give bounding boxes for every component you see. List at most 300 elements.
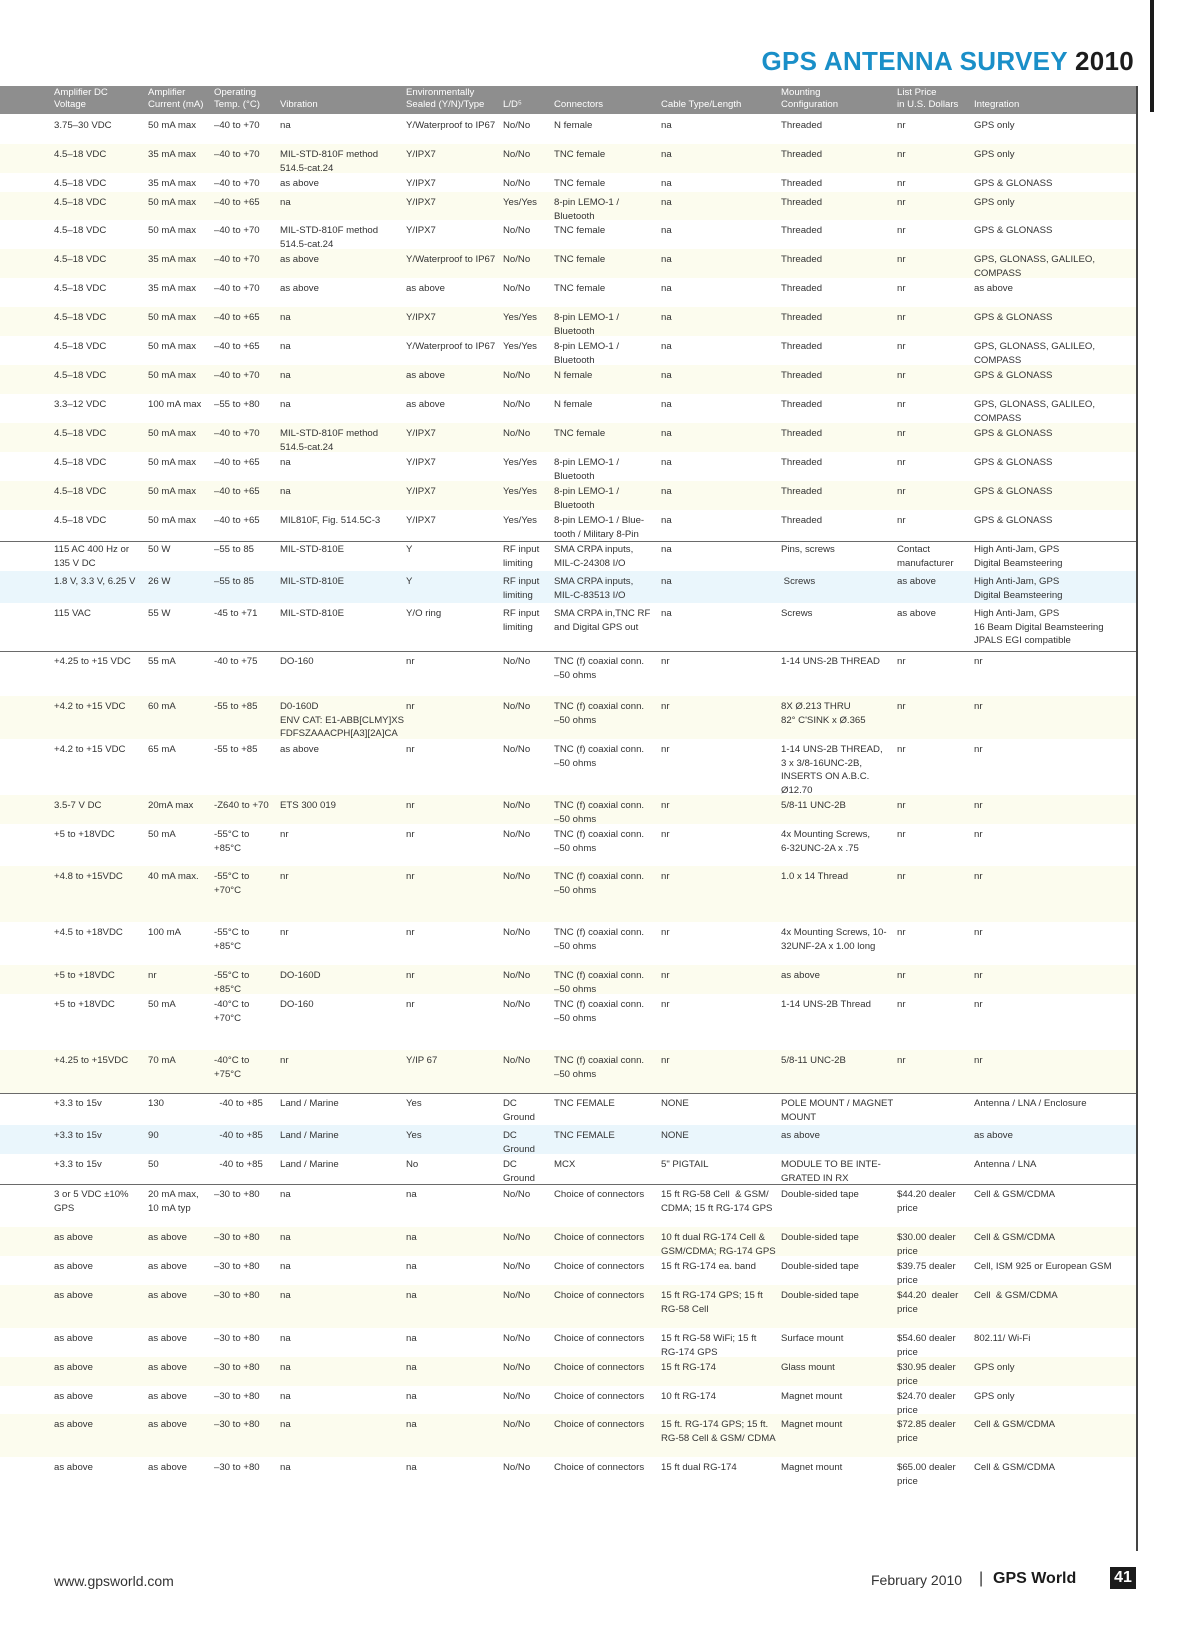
page-number: 41 <box>1110 1567 1136 1589</box>
table-cell: nr <box>897 197 906 208</box>
footer-url: www.gpsworld.com <box>54 1573 174 1589</box>
table-cell: as above <box>54 1362 93 1373</box>
table-cell: nr <box>897 656 906 667</box>
table-cell: na <box>280 1419 291 1430</box>
table-cell: Antenna / LNA <box>974 1159 1037 1170</box>
table-cell: na <box>406 1419 417 1430</box>
table-cell: RF input limiting <box>503 576 540 601</box>
table-cell: 50 mA max <box>148 370 196 381</box>
table-cell: 15 ft RG-174 GPS; 15 ft RG-58 Cell <box>661 1290 763 1315</box>
table-cell: N female <box>554 399 593 410</box>
table-cell: 4x Mounting Screws, 6-32UNC-2A x .75 <box>781 829 871 854</box>
table-cell: –30 to +80 <box>214 1419 260 1430</box>
table-cell: Yes <box>406 1098 422 1109</box>
table-cell: –40 to +70 <box>214 254 260 265</box>
table-cell: MIL-STD-810E <box>280 544 344 555</box>
table-cell: 4.5–18 VDC <box>54 370 107 381</box>
table-cell: nr <box>406 656 415 667</box>
table-cell: as above <box>148 1391 187 1402</box>
table-cell: High Anti-Jam, GPS Digital Beamsteering <box>974 544 1063 569</box>
table-cell: nr <box>974 744 983 755</box>
table-cell: No/No <box>503 1290 531 1301</box>
table-cell: nr <box>280 829 289 840</box>
table-cell: Threaded <box>781 399 823 410</box>
table-cell: Cell & GSM/CDMA <box>974 1232 1056 1243</box>
table-cell: 20mA max <box>148 800 194 811</box>
table-cell: $39.75 dealer price <box>897 1261 956 1286</box>
table-cell: +4.2 to +15 VDC <box>54 744 126 755</box>
table-cell: as above <box>54 1261 93 1272</box>
table-cell: -Z640 to +70 <box>214 800 269 811</box>
table-cell: nr <box>661 1055 670 1066</box>
column-header: Mounting Configuration <box>781 87 839 110</box>
table-cell: na <box>661 370 672 381</box>
table-cell: Threaded <box>781 312 823 323</box>
table-cell: 40 mA max. <box>148 871 199 882</box>
table-cell: na <box>661 120 672 131</box>
table-cell: TNC female <box>554 178 606 189</box>
table-cell: na <box>406 1362 417 1373</box>
table-cell: 65 mA <box>148 744 176 755</box>
table-cell: Y/IPX7 <box>406 225 436 236</box>
table-cell: No/No <box>503 428 531 439</box>
table-cell: 3 or 5 VDC ±10% GPS <box>54 1189 129 1214</box>
table-cell: nr <box>661 744 670 755</box>
table-cell: No/No <box>503 1261 531 1272</box>
table-cell: 5/8-11 UNC-2B <box>781 1055 846 1066</box>
right-column-rule <box>1136 86 1138 1551</box>
table-cell: na <box>406 1333 417 1344</box>
table-cell: No/No <box>503 1189 531 1200</box>
table-cell: –30 to +80 <box>214 1189 260 1200</box>
table-cell: N female <box>554 120 593 131</box>
table-cell: Choice of connectors <box>554 1232 645 1243</box>
table-cell: TNC female <box>554 428 606 439</box>
table-cell: DC Ground <box>503 1130 535 1155</box>
table-cell: 26 W <box>148 576 171 587</box>
table-cell: GPS & GLONASS <box>974 178 1053 189</box>
table-cell: +3.3 to 15v <box>54 1159 102 1170</box>
table-cell: 60 mA <box>148 701 176 712</box>
table-cell: +5 to +18VDC <box>54 829 115 840</box>
table-cell: Magnet mount <box>781 1419 843 1430</box>
table-cell: No/No <box>503 871 531 882</box>
table-cell: as above <box>280 283 319 294</box>
table-cell: –40 to +65 <box>214 197 260 208</box>
table-cell: Y/IPX7 <box>406 428 436 439</box>
table-cell: Cell & GSM/CDMA <box>974 1462 1056 1473</box>
table-cell: GPS & GLONASS <box>974 486 1053 497</box>
table-cell: 15 ft RG-174 <box>661 1362 716 1373</box>
table-cell: POLE MOUNT / MAGNET MOUNT <box>781 1098 894 1123</box>
table-cell: -55°C to +85°C <box>214 927 250 952</box>
table-cell: Y/IPX7 <box>406 178 436 189</box>
table-cell: 35 mA max <box>148 254 196 265</box>
table-cell: na <box>661 178 672 189</box>
table-cell: nr <box>974 1055 983 1066</box>
table-cell: 802.11/ Wi-Fi <box>974 1333 1031 1344</box>
table-cell: Double-sided tape <box>781 1290 859 1301</box>
table-cell: TNC FEMALE <box>554 1130 615 1141</box>
footer-magazine: GPS World <box>993 1570 1077 1587</box>
table-cell: TNC (f) coaxial conn. –50 ohms <box>554 871 645 896</box>
table-cell: MIL-STD-810F method 514.5-cat.24 <box>280 225 379 250</box>
table-cell: nr <box>897 701 906 712</box>
table-cell: Choice of connectors <box>554 1419 645 1430</box>
table-cell: –30 to +80 <box>214 1362 260 1373</box>
table-cell: nr <box>897 370 906 381</box>
table-cell: No/No <box>503 1362 531 1373</box>
table-cell: –40 to +70 <box>214 120 260 131</box>
table-cell: TNC (f) coaxial conn. –50 ohms <box>554 829 645 854</box>
table-cell: DC Ground <box>503 1159 535 1184</box>
table-cell: No <box>406 1159 419 1170</box>
table-cell: nr <box>661 927 670 938</box>
table-cell: RF input limiting <box>503 544 540 569</box>
table-cell: na <box>280 1261 291 1272</box>
table-cell: na <box>661 457 672 468</box>
table-cell: Yes/Yes <box>503 197 537 208</box>
table-cell: nr <box>897 283 906 294</box>
table-cell: nr <box>661 656 670 667</box>
table-cell: nr <box>406 701 415 712</box>
table-cell: na <box>280 341 291 352</box>
table-cell: TNC (f) coaxial conn. –50 ohms <box>554 800 645 825</box>
table-cell: –40 to +70 <box>214 178 260 189</box>
table-cell: No/No <box>503 149 531 160</box>
table-cell: $54.60 dealer price <box>897 1333 956 1358</box>
table-cell: nr <box>897 871 906 882</box>
table-cell: +3.3 to 15v <box>54 1098 102 1109</box>
table-cell: DC Ground <box>503 1098 535 1123</box>
table-cell: Choice of connectors <box>554 1462 645 1473</box>
table-cell: na <box>661 515 672 526</box>
table-cell: 3.5-7 V DC <box>54 800 102 811</box>
table-cell: -40°C to +75°C <box>214 1055 250 1080</box>
table-cell: as above <box>406 399 445 410</box>
table-cell: +5 to +18VDC <box>54 970 115 981</box>
table-cell: Threaded <box>781 254 823 265</box>
section-separator <box>0 1093 1136 1094</box>
table-cell: as above <box>54 1232 93 1243</box>
table-cell: na <box>661 608 672 619</box>
table-cell: DO-160D <box>280 970 321 981</box>
table-cell: as above <box>54 1419 93 1430</box>
table-cell: No/No <box>503 970 531 981</box>
table-cell: na <box>661 283 672 294</box>
table-cell: nr <box>661 800 670 811</box>
table-cell: 50 mA <box>148 999 176 1010</box>
table-cell: nr <box>897 486 906 497</box>
table-cell: No/No <box>503 1419 531 1430</box>
table-cell: Land / Marine <box>280 1130 339 1141</box>
table-cell: TNC (f) coaxial conn. –50 ohms <box>554 927 645 952</box>
table-cell: nr <box>148 970 157 981</box>
table-cell: –40 to +70 <box>214 283 260 294</box>
table-cell: GPS, GLONASS, GALILEO, COMPASS <box>974 254 1096 279</box>
table-cell: 115 AC 400 Hz or 135 V DC <box>54 544 130 569</box>
table-cell: Cell & GSM/CDMA <box>974 1419 1056 1430</box>
table-cell: Y/IPX7 <box>406 197 436 208</box>
table-cell: 115 VAC <box>54 608 91 619</box>
table-cell: na <box>280 197 291 208</box>
table-cell: +5 to +18VDC <box>54 999 115 1010</box>
table-cell: na <box>280 370 291 381</box>
table-cell: TNC FEMALE <box>554 1098 615 1109</box>
table-cell: Y/Waterproof to IP67 <box>406 254 496 265</box>
table-cell: na <box>661 544 672 555</box>
table-cell: as above <box>54 1462 93 1473</box>
table-cell: as above <box>406 370 445 381</box>
table-cell: Threaded <box>781 283 823 294</box>
table-cell: GPS & GLONASS <box>974 428 1053 439</box>
table-cell: Cell & GSM/CDMA <box>974 1189 1056 1200</box>
table-cell: N female <box>554 370 593 381</box>
table-cell: Y <box>406 576 413 587</box>
footer-divider: | <box>979 1570 984 1587</box>
table-cell: 1.0 x 14 Thread <box>781 871 849 882</box>
table-cell: -55 to +85 <box>214 744 258 755</box>
table-cell: na <box>406 1462 417 1473</box>
table-cell: as above <box>54 1333 93 1344</box>
table-cell: Threaded <box>781 149 823 160</box>
table-cell: SMA CRPA inputs, MIL-C-83513 I/O <box>554 576 634 601</box>
table-cell: No/No <box>503 225 531 236</box>
table-cell: 1-14 UNS-2B THREAD <box>781 656 880 667</box>
table-cell: nr <box>661 829 670 840</box>
table-cell: -45 to +71 <box>214 608 258 619</box>
table-cell: –30 to +80 <box>214 1391 260 1402</box>
footer-date: February 2010 <box>871 1572 963 1588</box>
table-cell: as above <box>974 283 1013 294</box>
table-cell: D0-160D ENV CAT: E1-ABB[CLMY]XS FDFSZAAACPH[A3][2A]CA <box>280 701 405 740</box>
section-separator <box>0 1184 1136 1185</box>
table-cell: 55 W <box>148 608 171 619</box>
table-cell: No/No <box>503 178 531 189</box>
table-cell: as above <box>148 1261 187 1272</box>
title-year: 2010 <box>1074 46 1134 76</box>
table-cell: +4.8 to +15VDC <box>54 871 123 882</box>
table-cell: NONE <box>661 1098 689 1109</box>
table-cell: na <box>280 1232 291 1243</box>
table-cell: nr <box>974 829 983 840</box>
table-cell: MIL-STD-810F method 514.5-cat.24 <box>280 428 379 453</box>
table-cell: –40 to +65 <box>214 457 260 468</box>
table-cell: nr <box>897 1055 906 1066</box>
table-cell: 35 mA max <box>148 283 196 294</box>
table-cell: MIL-STD-810E <box>280 576 344 587</box>
table-cell: -55°C to +70°C <box>214 871 250 896</box>
table-cell: –40 to +65 <box>214 515 260 526</box>
table-cell: as above <box>280 254 319 265</box>
table-cell: Threaded <box>781 515 823 526</box>
table-cell: –55 to 85 <box>214 544 255 555</box>
table-cell: 50 mA max <box>148 486 196 497</box>
table-cell: nr <box>661 970 670 981</box>
table-cell: nr <box>406 970 415 981</box>
table-cell: nr <box>974 800 983 811</box>
table-cell: No/No <box>503 370 531 381</box>
table-cell: +4.25 to +15VDC <box>54 1055 129 1066</box>
table-cell: GPS only <box>974 1362 1015 1373</box>
table-cell: Threaded <box>781 197 823 208</box>
table-cell: na <box>406 1232 417 1243</box>
table-cell: TNC (f) coaxial conn. –50 ohms <box>554 656 645 681</box>
table-cell: 100 mA max <box>148 399 202 410</box>
table-cell: na <box>661 225 672 236</box>
column-header: L/D⁵ <box>503 99 522 110</box>
table-cell: Land / Marine <box>280 1159 339 1170</box>
table-cell: TNC (f) coaxial conn. –50 ohms <box>554 1055 645 1080</box>
table-cell: nr <box>661 871 670 882</box>
table-cell: 3.3–12 VDC <box>54 399 107 410</box>
table-cell: na <box>280 1391 291 1402</box>
table-cell: Choice of connectors <box>554 1333 645 1344</box>
table-cell: nr <box>661 701 670 712</box>
table-cell: Choice of connectors <box>554 1290 645 1301</box>
table-cell: Glass mount <box>781 1362 835 1373</box>
table-cell: 15 ft. RG-174 GPS; 15 ft. RG-58 Cell & GSM/ CDMA <box>661 1419 776 1444</box>
table-cell: Threaded <box>781 178 823 189</box>
table-cell: No/No <box>503 999 531 1010</box>
table-cell: 50 mA max <box>148 515 196 526</box>
table-cell: na <box>661 149 672 160</box>
table-cell: Double-sided tape <box>781 1232 859 1243</box>
table-cell: nr <box>897 254 906 265</box>
table-cell: No/No <box>503 927 531 938</box>
table-cell: Double-sided tape <box>781 1261 859 1272</box>
table-cell: DO-160 <box>280 656 314 667</box>
table-cell: +4.5 to +18VDC <box>54 927 123 938</box>
column-header: Environmentally Sealed (Y/N)/Type <box>406 87 485 110</box>
table-cell: Y/IPX7 <box>406 486 436 497</box>
table-cell: 15 ft RG-58 Cell & GSM/ CDMA; 15 ft RG-174 GPS <box>661 1189 773 1214</box>
table-cell: as above <box>148 1462 187 1473</box>
table-cell: as above <box>406 283 445 294</box>
table-cell: TNC (f) coaxial conn. –50 ohms <box>554 970 645 995</box>
table-cell: No/No <box>503 1462 531 1473</box>
table-cell: GPS, GLONASS, GALILEO, COMPASS <box>974 341 1096 366</box>
table-cell: SMA CRPA inputs, MIL-C-24308 I/O <box>554 544 634 569</box>
table-cell: na <box>661 341 672 352</box>
table-cell: Y/IPX7 <box>406 457 436 468</box>
table-cell: Yes/Yes <box>503 515 537 526</box>
table-cell: nr <box>974 656 983 667</box>
table-cell: –55 to +80 <box>214 399 260 410</box>
table-cell: 8-pin LEMO-1 / Bluetooth <box>554 486 620 511</box>
table-cell: Yes <box>406 1130 422 1141</box>
table-cell: nr <box>974 970 983 981</box>
table-cell: nr <box>406 927 415 938</box>
table-cell: -55 to +85 <box>214 701 258 712</box>
table-cell: No/No <box>503 120 531 131</box>
column-header: Integration <box>974 99 1020 110</box>
table-cell: 50 <box>148 1159 159 1170</box>
table-cell: nr <box>897 341 906 352</box>
table-cell: No/No <box>503 1232 531 1243</box>
table-cell: Magnet mount <box>781 1391 843 1402</box>
table-cell: No/No <box>503 829 531 840</box>
table-cell: 8-pin LEMO-1 / Bluetooth <box>554 341 620 366</box>
table-cell: GPS only <box>974 1391 1015 1402</box>
table-cell: No/No <box>503 800 531 811</box>
table-cell: 50 W <box>148 544 171 555</box>
table-cell: as above <box>148 1419 187 1430</box>
table-cell: as above <box>280 744 319 755</box>
table-cell: Yes/Yes <box>503 312 537 323</box>
table-cell: 8-pin LEMO-1 / Bluetooth <box>554 312 620 337</box>
table-cell: nr <box>897 457 906 468</box>
table-cell: Y/IPX7 <box>406 149 436 160</box>
table-cell: NONE <box>661 1130 689 1141</box>
table-cell: 4.5–18 VDC <box>54 254 107 265</box>
table-cell: +4.2 to +15 VDC <box>54 701 126 712</box>
table-cell: 8X Ø.213 THRU 82° C'SINK x Ø.365 <box>781 701 866 726</box>
table-header <box>0 86 1136 115</box>
table-cell: TNC (f) coaxial conn. –50 ohms <box>554 999 645 1024</box>
table-cell: 90 <box>148 1130 159 1141</box>
table-cell: No/No <box>503 254 531 265</box>
table-cell: 35 mA max <box>148 149 196 160</box>
table-cell: $30.00 dealer price <box>897 1232 956 1257</box>
table-cell: 35 mA max <box>148 178 196 189</box>
table-cell: 1-14 UNS-2B Thread <box>781 999 871 1010</box>
table-cell: nr <box>897 744 906 755</box>
table-cell: No/No <box>503 1391 531 1402</box>
table-cell: na <box>661 254 672 265</box>
table-cell: nr <box>897 927 906 938</box>
table-cell: GPS, GLONASS, GALILEO, COMPASS <box>974 399 1096 424</box>
table-cell: –40 to +65 <box>214 312 260 323</box>
table-cell: na <box>661 399 672 410</box>
table-cell: as above <box>148 1290 187 1301</box>
column-header: Amplifier Current (mA) <box>148 87 204 110</box>
table-cell: 5" PIGTAIL <box>661 1159 709 1170</box>
table-cell: Yes/Yes <box>503 341 537 352</box>
table-cell: nr <box>897 428 906 439</box>
table-cell: $72.85 dealer price <box>897 1419 956 1444</box>
table-cell: High Anti-Jam, GPS Digital Beamsteering <box>974 576 1063 601</box>
table-cell: -40 to +85 <box>214 1159 263 1170</box>
table-cell: 50 mA max <box>148 225 196 236</box>
table-cell: nr <box>406 744 415 755</box>
table-cell: 4.5–18 VDC <box>54 178 107 189</box>
corner-rule <box>1150 0 1154 112</box>
table-cell: nr <box>897 399 906 410</box>
column-header: Operating Temp. (°C) <box>214 87 260 110</box>
table-cell: nr <box>897 120 906 131</box>
table-cell: MIL-STD-810E <box>280 608 344 619</box>
table-cell: High Anti-Jam, GPS 16 Beam Digital Beamsteering JPALS EGI compatible <box>974 608 1104 647</box>
table-cell: Pins, screws <box>781 544 835 555</box>
table-cell: –40 to +70 <box>214 225 260 236</box>
table-cell: 50 mA max <box>148 457 196 468</box>
table-cell: 4x Mounting Screws, 10- 32UNF-2A x 1.00 long <box>781 927 887 952</box>
table-cell: MCX <box>554 1159 576 1170</box>
table-cell: Contact manufacturer <box>897 544 954 569</box>
table-cell: 8-pin LEMO-1 / Bluetooth <box>554 197 620 222</box>
table-cell: GPS & GLONASS <box>974 370 1053 381</box>
table-cell: as above <box>781 1130 820 1141</box>
table-cell: nr <box>897 829 906 840</box>
table-cell: nr <box>974 927 983 938</box>
table-cell: as above <box>54 1391 93 1402</box>
table-cell: –30 to +80 <box>214 1290 260 1301</box>
table-cell: Threaded <box>781 225 823 236</box>
table-cell: Cell, ISM 925 or European GSM <box>974 1261 1112 1272</box>
table-cell: na <box>406 1189 417 1200</box>
table-cell: 4.5–18 VDC <box>54 486 107 497</box>
